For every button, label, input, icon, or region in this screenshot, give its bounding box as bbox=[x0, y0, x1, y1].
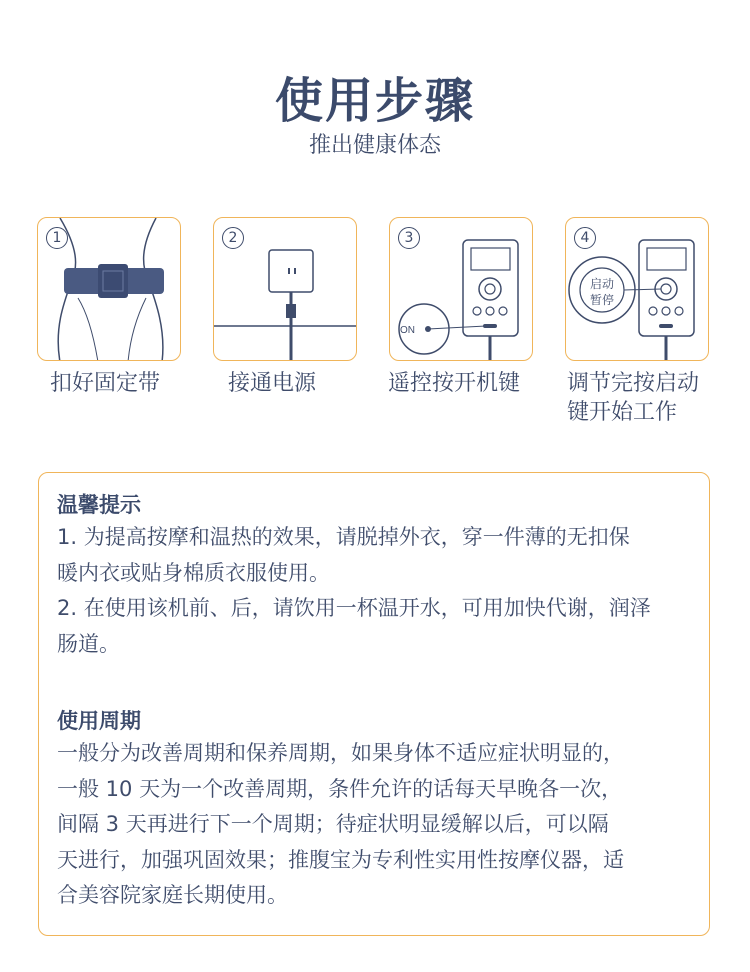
step-4-caption-line-1: 调节完按启动 bbox=[567, 371, 700, 396]
cycle-heading: 使用周期 bbox=[57, 709, 141, 733]
step-1-caption: 扣好固定带 bbox=[50, 371, 161, 396]
start-label: 启动 bbox=[589, 277, 615, 291]
tip-item-2-line-2: 肠道。 bbox=[57, 631, 120, 656]
tip-item-2 bbox=[57, 591, 697, 662]
cycle-line-4: 天进行，加强巩固效果；推腹宝为专利性实用性按摩仪器，适 bbox=[57, 847, 624, 872]
step-3-number: 3 bbox=[398, 227, 420, 249]
step-2-number: 2 bbox=[222, 227, 244, 249]
tips-heading: 温馨提示 bbox=[57, 493, 141, 517]
page-title: 使用步骤 bbox=[274, 73, 475, 129]
cycle-line-5: 合美容院家庭长期使用。 bbox=[57, 883, 288, 907]
tip-item-2-line-1: 2. 在使用该机前、后，请饮用一杯温开水，可用加快代谢，润泽 bbox=[57, 596, 651, 620]
tip-item-1-line-1: 1. 为提高按摩和温热的效果，请脱掉外衣，穿一件薄的无扣保 bbox=[57, 525, 630, 549]
cycle-text bbox=[57, 736, 697, 914]
step-1-number: 1 bbox=[46, 227, 68, 249]
pause-label: 暂停 bbox=[589, 293, 615, 307]
tips-box bbox=[38, 472, 710, 936]
cycle-line-1: 一般分为改善周期和保养周期，如果身体不适应症状明显的， bbox=[57, 741, 624, 765]
step-3-card bbox=[389, 217, 533, 361]
step-4-caption bbox=[567, 369, 699, 427]
page-subtitle: 推出健康体态 bbox=[308, 133, 441, 158]
step-4-number: 4 bbox=[574, 227, 596, 249]
step-4-card bbox=[565, 217, 709, 361]
cycle-line-2: 一般 10 天为一个改善周期，条件允许的话每天早晚各一次， bbox=[57, 776, 623, 801]
cycle-line-3: 间隔 3 天再进行下一个周期；待症状明显缓解以后，可以隔 bbox=[57, 812, 609, 836]
tip-item-1-line-2: 暖内衣或贴身棉质衣服使用。 bbox=[57, 560, 330, 585]
step-4-caption-line-2: 键开始工作 bbox=[567, 400, 678, 425]
tip-item-1 bbox=[57, 520, 697, 591]
step-1-card bbox=[37, 217, 181, 361]
on-label: ON bbox=[400, 325, 415, 336]
step-2-card bbox=[213, 217, 357, 361]
step-3-caption: 遥控按开机键 bbox=[388, 371, 521, 396]
step-2-caption: 接通电源 bbox=[228, 371, 317, 396]
